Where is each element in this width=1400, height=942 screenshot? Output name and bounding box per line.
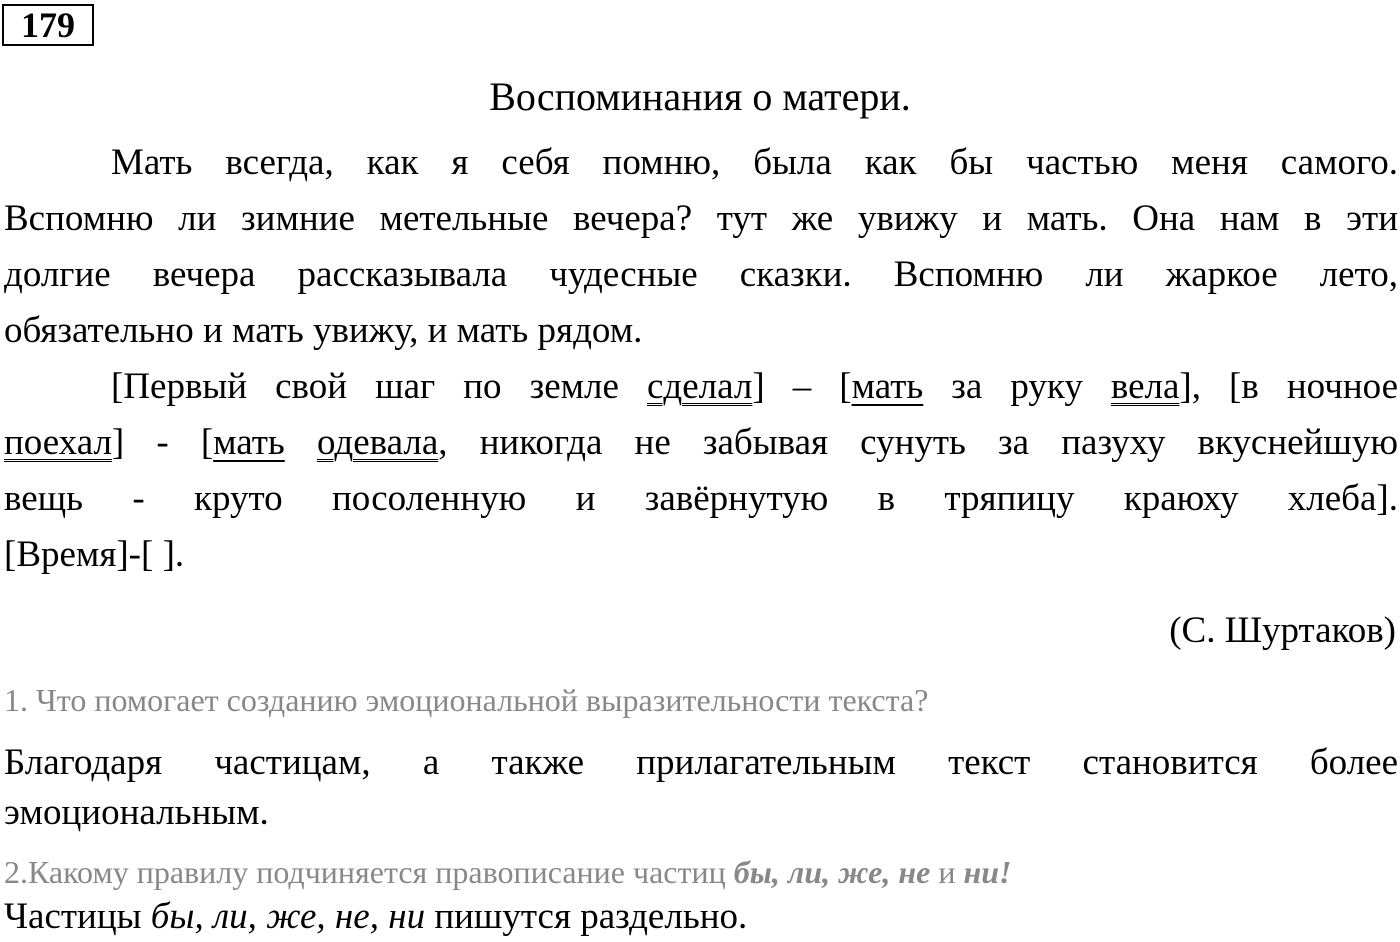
answer-2 [4, 892, 1398, 942]
text-segment: Частицы [4, 896, 151, 937]
question-1: 1. Что помогает созданию эмоциональной выразительности текста? [4, 682, 929, 718]
text-segment: пишутся раздельно. [425, 896, 748, 937]
particles-list: бы, ли, же, не, ни [150, 896, 426, 937]
paragraph2-line3: вещь - круто посоленную и завёрнутую в тряпицу краюху хлеба]. [4, 478, 1398, 519]
text-segment: , никогда не забывая сунуть за пазуху вкуснейшую [438, 422, 1398, 463]
text-segment: ] - [ [111, 422, 214, 463]
text-segment: 2.Какому правилу подчиняется правописание частиц [4, 854, 734, 890]
paragraph1-line1: Мать всегда, как я себя помню, была как бы частью меня самого. [111, 142, 1398, 183]
text-segment: ], [в ночное [1179, 366, 1398, 407]
exercise-number: 179 [2, 4, 94, 46]
subject-word: мать [213, 422, 285, 463]
predicate-word: вела [1110, 366, 1180, 407]
text-segment [285, 422, 317, 463]
author-attribution: (С. Шуртаков) [1169, 610, 1396, 651]
paragraph2-line1 [4, 362, 1398, 412]
text-segment: за руку [923, 366, 1111, 407]
predicate-word: одевала [316, 422, 439, 463]
paragraph1-line2: Вспомню ли зимние метельные вечера? тут же увижу и мать. Она нам в эти [4, 198, 1398, 239]
answer1-line1: Благодаря частицам, а также прилагательным текст становится более [4, 742, 1398, 783]
predicate-word: поехал [4, 422, 112, 463]
text-segment: и [930, 854, 964, 890]
predicate-word: сделал [646, 366, 753, 407]
text-segment: ] – [ [752, 366, 852, 407]
text-segment: [Первый свой шаг по земле [111, 366, 647, 407]
text-title: Воспоминания о матери. [489, 74, 911, 119]
particles-list: ни! [963, 854, 1012, 890]
subject-word: мать [851, 366, 924, 407]
paragraph1-line3: долгие вечера рассказывала чудесные сказки. Вспомню ли жаркое лето, [4, 254, 1398, 295]
paragraph1-line4: обязательно и мать увижу, и мать рядом. [4, 310, 643, 351]
question-2 [4, 852, 1398, 892]
paragraph2-line2 [4, 418, 1398, 468]
paragraph2-line4: [Время]-[ ]. [4, 534, 185, 575]
particles-list: бы, ли, же, не [733, 854, 931, 890]
answer1-line2: эмоциональным. [4, 792, 269, 833]
